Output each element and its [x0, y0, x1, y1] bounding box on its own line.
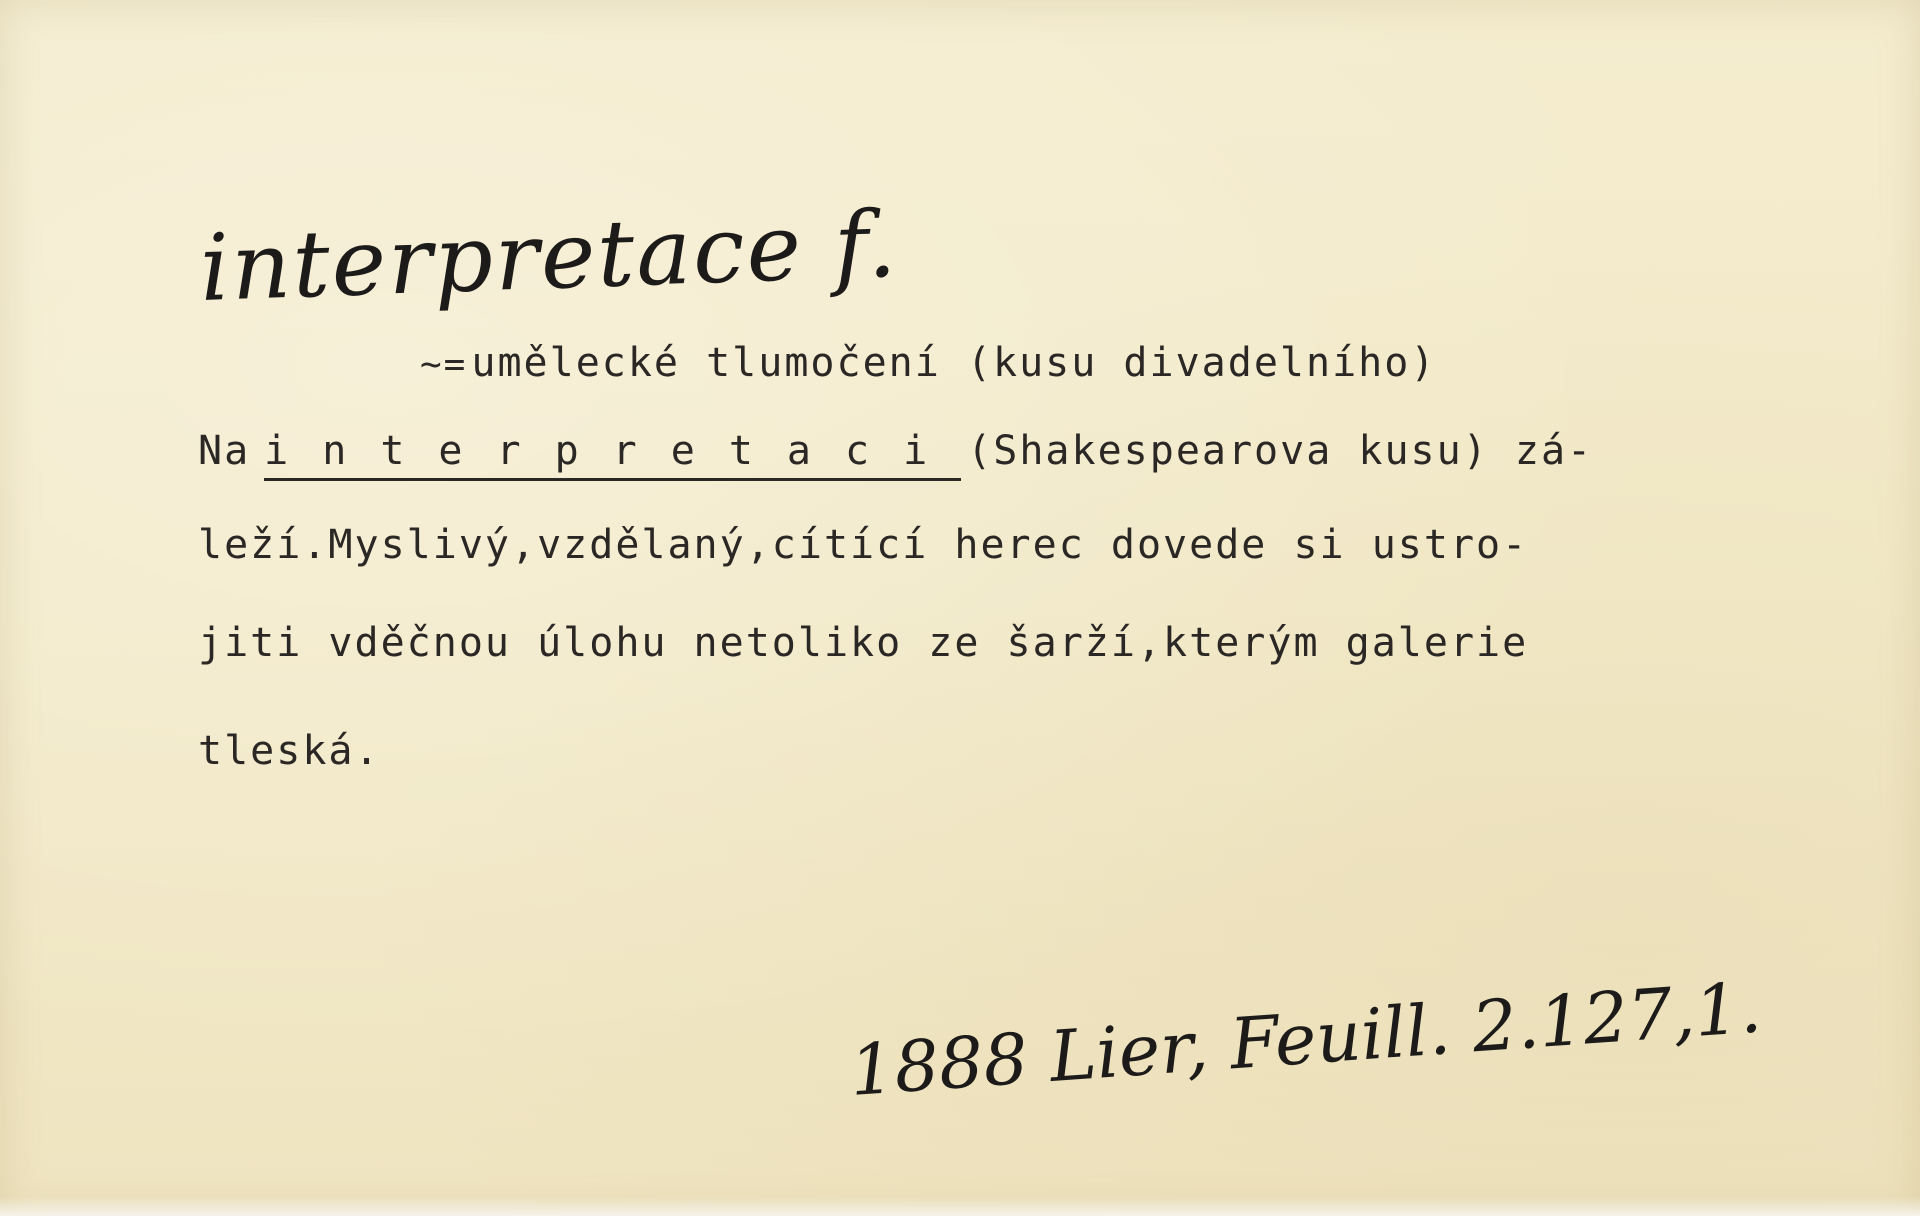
example-line-1 — [198, 428, 1593, 474]
example-line-2: leží.Myslivý,vzdělaný,cítící herec dovede si ustro- — [198, 522, 1529, 568]
example-keyword: interpretaci — [264, 428, 961, 481]
definition — [420, 340, 1436, 386]
example-line-4: tleská. — [198, 728, 381, 774]
definition-text: umělecké tlumočení (kusu divadelního) — [471, 340, 1437, 386]
card-bottom-edge — [0, 1196, 1920, 1216]
source-citation: 1888 Lier, Feuill. 2.127,1. — [847, 966, 1764, 1112]
definition-mark: ~= — [420, 344, 468, 385]
example-line-1-start: Na — [198, 428, 251, 474]
example-line-1-end: (Shakespearova kusu) zá- — [967, 428, 1594, 474]
example-line-3: jiti vděčnou úlohu netoliko ze šarží,kterým galerie — [198, 620, 1529, 666]
headword: interpretace f. — [198, 190, 900, 322]
